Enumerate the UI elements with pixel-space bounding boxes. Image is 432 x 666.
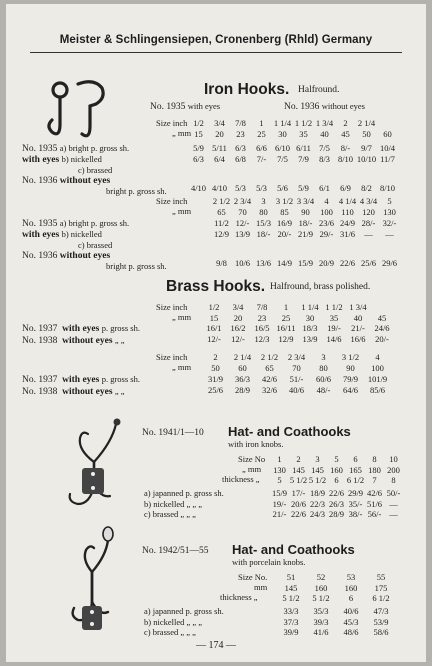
price-cell: 16/5 [254,323,270,334]
price-cell: 24/9 [339,218,356,229]
price-cell: 15/9 [271,488,288,499]
price-cell: 5/3 [256,183,267,194]
price-cell: 19/- [272,498,287,509]
size-mm-cell: 145 [284,582,298,593]
hat2-size-label: Size No. [238,572,268,582]
iron-table-2-header [211,196,400,217]
hat2-row-a-desc: a) japanned p. gross sh. [144,606,224,616]
iron-table-2-prices [211,218,400,269]
price-cell: 9/8 [216,258,227,269]
hat1-thickness-label: thickness „ [222,474,260,484]
size-inch-cell: 1 3/4 [315,118,334,129]
price-cell: 29/- [319,228,334,239]
price-cell: 20/- [277,228,292,239]
size-mm-cell: 40 [320,128,329,139]
hat2-row-b-desc: b) nickelled „ „ „ [144,616,203,627]
price-cell: 12/- [207,333,221,344]
iron-t2-row-b-desc: b) nickelled [61,229,102,239]
brass-t2-size-label: Size inch [156,352,188,362]
price-cell: 101/9 [367,374,388,385]
price-cell: 19/- [327,323,341,334]
size-mm-cell: 130 [273,464,286,475]
price-cell: 11/7 [380,153,395,164]
price-cell: 6/4 [214,153,225,164]
price-cell: 35/- [348,498,363,509]
size-mm-cell: 70 [238,206,247,217]
price-cell: 13/6 [255,258,272,269]
price-cell: 50/- [386,488,401,499]
size-mm-cell: 65 [265,362,274,373]
thickness-cell: 6 1/2 [346,475,365,486]
iron-t1-row-b-desc: b) nickelled [61,154,102,164]
price-cell: 5/11 [212,143,227,154]
price-cell: 33/3 [283,606,299,617]
size-inch-cell: 3 [261,196,266,207]
hat2-number: No. 1942/51—55 [142,546,209,556]
size-number-cell: 1 [277,454,282,465]
brass-table-2-prices [202,374,391,395]
price-cell: 8/10 [379,183,396,194]
size-inch-cell: 1 1/2 [325,302,343,313]
price-cell: 16/1 [206,323,222,334]
size-inch-cell: 4 3/4 [359,196,378,207]
hat1-size-label: Size No [238,454,266,464]
size-inch-cell: 2 1/4 [233,352,252,363]
size-mm-cell: 80 [259,206,268,217]
price-cell: 5/9 [298,183,309,194]
brass-t2-mm-label: „ mm [172,362,192,372]
iron-t1-size-label: Size inch [156,118,188,128]
price-cell: 39/9 [283,627,299,638]
price-cell: — [389,509,398,520]
size-number-cell: 53 [346,572,356,583]
iron-no-1935-desc: with eyes [187,101,221,111]
price-cell: — [389,498,398,509]
brass-t1-mm-label: „ mm [172,312,192,322]
price-cell: 40/6 [343,606,359,617]
price-cell: 4/10 [190,183,207,194]
size-inch-cell: 7/8 [235,118,246,129]
price-cell: 28/9 [234,384,251,395]
price-cell: 39/3 [313,616,329,627]
brass-hooks-title: Brass Hooks. [166,278,266,295]
size-number-cell: 52 [316,572,326,583]
price-cell: 31/9 [207,374,224,385]
iron-t2-row-d-label: without eyes [59,251,111,261]
price-cell: 36/3 [234,374,251,385]
thickness-cell: 5 1/2 [282,593,300,604]
size-inch-cell: 1 [259,118,264,129]
size-inch-cell: 7/8 [256,302,268,313]
price-cell: 22/6 [290,509,307,520]
brass-t2-row-b-unit: „ „ [114,386,125,396]
price-cell: 85/6 [369,384,386,395]
size-inch-cell: 3 [321,352,326,363]
price-cell: 32/- [382,218,397,229]
price-cell: 35/3 [313,606,329,617]
size-inch-cell: 2 [213,352,218,363]
size-inch-cell: 2 3/4 [287,352,306,363]
size-inch-cell: 2 1/4 [357,118,376,129]
size-inch-cell: 3 1/2 [275,196,294,207]
size-mm-cell: 70 [292,362,301,373]
price-cell: 42/6 [261,374,278,385]
size-mm-cell: 145 [311,464,324,475]
iron-t1-row-a-desc: a) bright p. gross sh. [59,143,130,153]
iron-hooks-subtitle: Halfround. [298,85,340,95]
price-cell: 6/3 [235,143,246,154]
price-cell: 24/3 [309,509,326,520]
size-mm-cell: 40 [353,312,363,323]
size-mm-cell: 90 [301,206,310,217]
price-cell: 10/10 [356,153,377,164]
price-cell: 18/- [256,228,271,239]
price-cell: 18/3 [302,323,318,334]
price-cell: 8/- [340,143,351,154]
iron-t2-row-d-prefix: No. 1936 [22,251,58,261]
iron-t1-row-c-desc: c) brassed [78,165,113,175]
size-mm-cell: 25 [257,128,266,139]
price-cell: 8/10 [337,153,354,164]
size-mm-cell: 100 [320,206,333,217]
price-cell: 12/- [231,333,245,344]
iron-t1-row-d-prefix: No. 1936 [22,176,58,186]
size-mm-cell: 30 [278,128,287,139]
thickness-cell: 7 [372,475,377,486]
price-cell: 6/6 [256,143,267,154]
price-cell: 21/9 [297,228,314,239]
price-cell: 23/6 [318,218,335,229]
iron-t1-row-a-prefix: No. 1935 [22,144,58,154]
size-number-cell: 3 [315,454,320,465]
hat1-number: No. 1941/1—10 [142,428,204,438]
size-mm-cell: 160 [330,464,343,475]
hat2-table-prices [276,606,396,638]
price-cell: 48/- [316,384,331,395]
thickness-cell: 8 [391,475,396,486]
page-header: Meister & Schlingensiepen, Cronenberg (Rhld) Germany [59,34,373,46]
price-cell: 25/6 [207,384,224,395]
price-cell: 40/6 [288,384,305,395]
size-mm-cell: 45 [377,312,387,323]
size-mm-cell: 175 [374,582,388,593]
size-mm-cell: 60 [383,128,392,139]
size-inch-cell: 2 3/4 [233,196,252,207]
size-inch-cell: 1 1/4 [273,118,292,129]
hat2-subtitle: with porcelain knobs. [232,557,306,567]
iron-t1-mm-label: „ mm [172,128,192,138]
hat2-mm-label: mm [254,582,268,592]
price-cell: 20/9 [318,258,335,269]
iron-no-1935: No. 1935 [150,102,186,112]
size-mm-cell: 165 [349,464,362,475]
size-inch-cell: 1 1/4 [301,302,319,313]
brass-t2-row-a-label: with eyes [62,375,100,385]
price-cell: 16/2 [230,323,246,334]
size-mm-cell: 110 [341,206,354,217]
price-cell: 14/6 [326,333,342,344]
size-inch-cell: 3/4 [214,118,225,129]
hat1-subtitle: with iron knobs. [228,439,284,449]
price-cell: 13/9 [302,333,318,344]
size-inch-cell: 1 [283,302,289,313]
size-mm-cell: 15 [209,312,219,323]
hat2-title: Hat- and Coathooks [232,542,355,557]
price-cell: 14/9 [276,258,293,269]
price-cell: 5/3 [235,183,246,194]
price-cell: 5/9 [193,143,204,154]
iron-hooks-title: Iron Hooks. [204,81,290,98]
price-cell: 42/6 [366,488,383,499]
price-cell: 41/6 [313,627,329,638]
hat1-row-b-desc: b) nickelled „ „ „ [144,498,203,509]
price-cell: 20/- [375,333,389,344]
size-number-cell: 51 [286,572,296,583]
size-mm-cell: 100 [371,362,384,373]
coathook-iron-knob-image [50,416,132,520]
brass-t2-row-a-unit: p. gross sh. [101,374,140,384]
price-cell: 48/6 [343,627,359,638]
size-number-cell: 6 [353,454,358,465]
size-mm-cell: 90 [346,362,355,373]
size-inch-cell: 1 3/4 [349,302,367,313]
hat2-row-c-desc: c) brassed „ „ „ [144,627,196,637]
size-mm-cell: 35 [299,128,308,139]
size-mm-cell: 85 [280,206,289,217]
price-cell: 21/- [351,323,365,334]
size-mm-cell: 200 [387,464,400,475]
size-inch-cell: 1 1/2 [294,118,313,129]
size-inch-cell: 4 [324,196,329,207]
size-mm-cell: 65 [217,206,226,217]
brass-hooks-subtitle: Halfround, brass polished. [270,282,371,292]
price-cell: 6/11 [296,143,311,154]
brass-t2-row-b-no: No. 1938 [22,387,58,397]
price-cell: 8/2 [361,183,372,194]
brass-t1-row-a-unit: p. gross sh. [101,323,140,333]
price-cell: 21/- [272,509,287,520]
iron-table-1-prices [188,143,398,194]
iron-no-1936-desc: without eyes [321,101,365,111]
price-cell: 47/3 [373,606,389,617]
coathook-porcelain-knob-image [62,522,124,638]
size-mm-cell: 160 [344,582,358,593]
size-mm-cell: 15 [194,128,203,139]
size-mm-cell: 50 [362,128,371,139]
price-cell: 12/9 [213,228,230,239]
size-inch-cell: 1/2 [193,118,204,129]
price-cell: 6/10 [274,143,291,154]
price-cell: 16/9 [276,218,293,229]
size-mm-cell: 180 [368,464,381,475]
brass-t2-row-b-label: without eyes [62,387,113,397]
size-mm-cell: 23 [257,312,267,323]
price-cell: 56/- [367,509,382,520]
size-number-cell: 8 [372,454,377,465]
iron-t2-row-a-prefix: No. 1935 [22,219,58,229]
size-mm-cell: 130 [383,206,396,217]
brass-t1-row-b-no: No. 1938 [22,336,58,346]
thickness-cell: 5 1/2 [289,475,308,486]
price-cell: 12/3 [254,333,270,344]
size-mm-cell: 45 [341,128,350,139]
price-cell: 5/6 [277,183,288,194]
size-inch-cell: 5 [387,196,392,207]
price-cell: 4/10 [211,183,228,194]
hat1-table-header [270,454,403,486]
iron-t2-size-label: Size inch [156,196,188,206]
size-inch-cell: 2 1/2 [212,196,231,207]
price-cell: 24/6 [374,323,390,334]
price-cell: 18/9 [309,488,326,499]
iron-t2-row-d-desc: bright p. gross sh. [106,261,167,271]
price-cell: 10/6 [234,258,251,269]
price-cell: 60/6 [315,374,332,385]
iron-t1-row-d-desc: bright p. gross sh. [106,186,167,196]
price-cell: 58/6 [373,627,389,638]
thickness-cell: 5 [277,475,282,486]
price-cell: 16/6 [350,333,366,344]
brass-t1-row-b-unit: „ „ [114,335,125,345]
size-number-cell: 2 [296,454,301,465]
price-cell: 29/9 [347,488,364,499]
price-cell: 16/11 [276,323,296,334]
price-cell: 6/1 [319,183,330,194]
size-mm-cell: 23 [236,128,245,139]
price-cell: 15/3 [255,218,272,229]
iron-t1-row-b-prefix: with eyes [22,155,60,165]
hat1-mm-label: „ mm [242,464,262,474]
size-inch-cell: 2 1/2 [260,352,279,363]
price-cell: 7/9 [298,153,309,164]
hat1-title: Hat- and Coathooks [228,424,351,439]
thickness-cell: 6 [348,593,354,604]
size-inch-cell: 3/4 [232,302,244,313]
brass-table-1-header [202,302,394,323]
price-cell: 6/9 [340,183,351,194]
brass-t2-row-a-no: No. 1937 [22,375,58,385]
size-mm-cell: 25 [281,312,291,323]
price-cell: 29/6 [381,258,398,269]
price-cell: 22/3 [309,498,326,509]
brass-t1-row-b-label: without eyes [62,336,113,346]
price-cell: 38/- [348,509,363,520]
price-cell: 25/6 [360,258,377,269]
hat2-table-header [276,572,396,604]
price-cell: 10/4 [379,143,396,154]
price-cell: 28/9 [328,509,345,520]
price-cell: 12/9 [278,333,294,344]
price-cell: 22/6 [328,488,345,499]
price-cell: 7/- [256,153,267,164]
price-cell: 11/2 [214,218,229,229]
iron-table-1-header [188,118,398,139]
price-cell: 26/3 [328,498,345,509]
price-cell: 13/9 [234,228,251,239]
brass-t1-size-label: Size inch [156,302,188,312]
iron-t2-row-b-prefix: with eyes [22,230,60,240]
size-number-cell: 10 [389,454,398,465]
hat1-row-c-desc: c) brassed „ „ „ [144,509,196,519]
iron-t2-row-a-desc: a) bright p. gross sh. [59,218,130,228]
size-mm-cell: 20 [215,128,224,139]
size-number-cell: 5 [334,454,339,465]
iron-no-1936: No. 1936 [284,102,320,112]
size-mm-cell: 80 [319,362,328,373]
price-cell: 37/3 [283,616,299,627]
price-cell: 53/9 [373,616,389,627]
price-cell: 20/6 [290,498,307,509]
brass-t1-row-a-no: No. 1937 [22,324,58,334]
page-number: — 174 — [196,640,236,651]
size-mm-cell: 30 [305,312,315,323]
price-cell: 51/6 [366,498,383,509]
size-mm-cell: 160 [314,582,328,593]
size-inch-cell: 4 [375,352,380,363]
size-mm-cell: 20 [233,312,243,323]
price-cell: 32/6 [261,384,278,395]
size-mm-cell: 50 [211,362,220,373]
iron-t2-mm-label: „ mm [172,206,192,216]
price-cell: 45/3 [343,616,359,627]
size-mm-cell: 60 [238,362,247,373]
size-inch-cell: 3 1/2 [341,352,360,363]
size-inch-cell: 3 3/4 [296,196,315,207]
size-inch-cell: 1/2 [208,302,220,313]
iron-t1-row-d-label: without eyes [59,176,111,186]
brass-t1-row-a-label: with eyes [62,324,100,334]
iron-t2-row-c-desc: c) brassed [78,240,113,250]
brass-table-1-prices [202,323,394,344]
thickness-cell: 6 1/2 [372,593,390,604]
price-cell: 6/8 [235,153,246,164]
thickness-cell: 5 1/2 [312,593,330,604]
catalog-page [6,4,426,662]
price-cell: 17/- [291,488,306,499]
price-cell: 15/9 [297,258,314,269]
hat1-row-a-desc: a) japanned p. gross sh. [144,488,224,498]
price-cell: 7/5 [277,153,288,164]
price-cell: — [385,228,394,239]
price-cell: 31/6 [339,228,356,239]
price-cell: 6/3 [193,153,204,164]
size-inch-cell: 4 1/4 [338,196,357,207]
hat1-table-prices [270,488,403,520]
price-cell: 51/- [289,374,304,385]
size-mm-cell: 120 [362,206,375,217]
price-cell: 22/6 [339,258,356,269]
size-inch-cell: 2 [343,118,348,129]
price-cell: 8/3 [319,153,330,164]
hat2-thickness-label: thickness „ [220,592,258,602]
price-cell: 28/- [361,218,376,229]
price-cell: 7/5 [319,143,330,154]
thickness-cell: 5 1/2 [308,475,327,486]
price-cell: 64/6 [342,384,359,395]
header-rule [30,52,402,53]
thickness-cell: 6 [334,475,339,486]
price-cell: 9/7 [361,143,372,154]
price-cell: 18/- [298,218,313,229]
price-cell: 12/- [235,218,250,229]
size-mm-cell: 35 [329,312,339,323]
price-cell: 79/9 [342,374,359,385]
brass-table-2-header [202,352,391,373]
size-number-cell: 55 [376,572,386,583]
price-cell: — [364,228,373,239]
size-mm-cell: 145 [292,464,305,475]
